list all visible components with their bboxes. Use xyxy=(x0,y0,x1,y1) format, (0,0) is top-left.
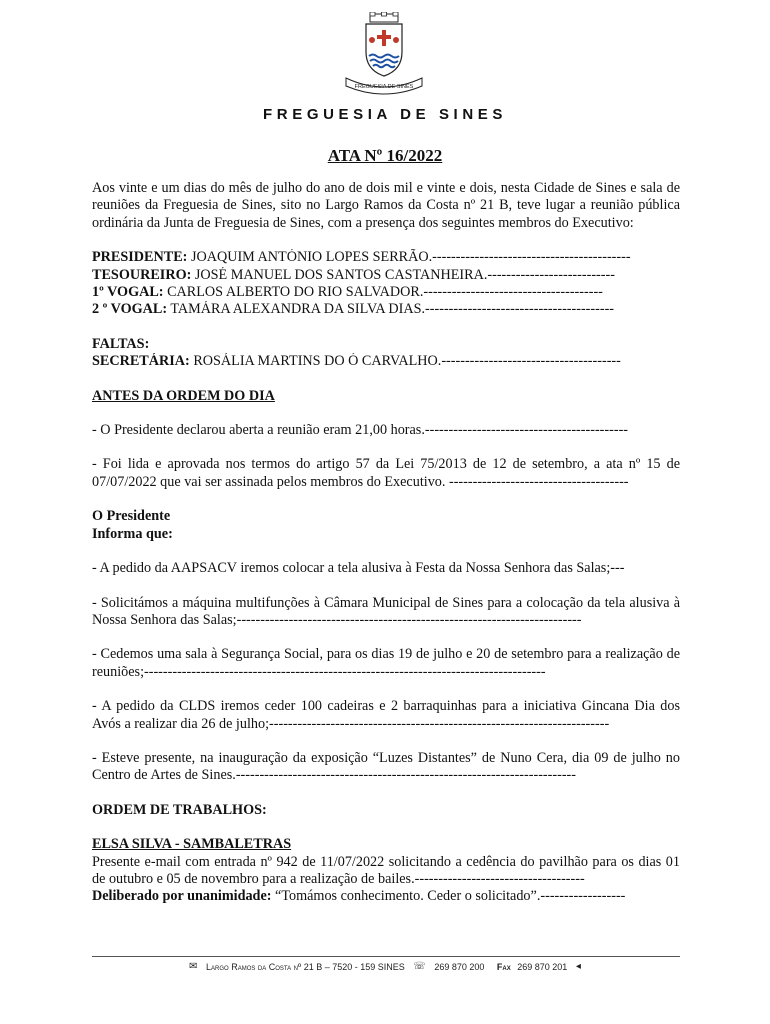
approval-paragraph: - Foi lida e aprovada nos termos do artigo 57 da Lei 75/2013 de 12 de setembro, a ata nº 15 de 07/07/2022 que vai ser assinada pelos membros do Executivo. -------------------------------------- xyxy=(92,456,680,490)
info-item: - A pedido da CLDS iremos ceder 100 cadeiras e 2 barraquinhas para a iniciativa Gincana Dia dos Avós a realizar dia 26 de julho;------------------------------------------------------------------------ xyxy=(92,698,680,732)
member-role: TESOUREIRO: xyxy=(92,266,192,283)
member-name: JOSÉ MANUEL DOS SANTOS CASTANHEIRA.--------------------------- xyxy=(191,266,615,283)
footer-divider xyxy=(92,956,680,957)
members-list xyxy=(92,249,680,319)
fax-icon: ◂ xyxy=(575,961,581,973)
organization-title: FREGUESIA DE SINES xyxy=(263,106,507,123)
footer xyxy=(0,961,770,972)
member-name: JOAQUIM ANTÓNIO LOPES SERRÃO.------------------------------------------ xyxy=(187,249,631,266)
intro-paragraph: Aos vinte e um dias do mês de julho do ano de dois mil e vinte e dois, nesta Cidade de Sines e sala de reuniões da Freguesia de Sines, sito no Largo Ramos da Costa nº 21 B, teve lugar a reunião pública ordinária da Junta de Freguesia de Sines, com a presença dos seguintes membros do Executivo: xyxy=(92,180,680,231)
coat-of-arms-logo xyxy=(338,12,430,96)
info-item: - Esteve presente, na inauguração da exposição “Luzes Distantes” de Nuno Cera, dia 09 de julho no Centro de Artes de Sines.------------------------------------------------------------------------ xyxy=(92,749,680,784)
phone-icon: ☏ xyxy=(413,961,426,973)
envelope-icon: ✉ xyxy=(189,961,198,973)
info-item: - Cedemos uma sala à Segurança Social, para os dias 19 de julho e 20 de setembro para a realização de reuniões;------------------------------------------------------------------------------------- xyxy=(92,646,680,680)
agenda-item-text: Presente e-mail com entrada nº 942 de 11/07/2022 solicitando a cedência do pavilhão para os dias 01 de outubro e 05 de novembro para a realização de bailes.------------------------------------ xyxy=(92,853,680,887)
absences-heading: FALTAS: xyxy=(92,335,150,352)
antes-ordem-heading: ANTES DA ORDEM DO DIA xyxy=(92,387,275,404)
minutes-title: ATA Nº 16/2022 xyxy=(327,146,443,165)
decision-line xyxy=(92,888,680,905)
footer-fax: 269 870 201 xyxy=(517,961,568,972)
member-role: 1º VOGAL: xyxy=(92,284,164,301)
member-line xyxy=(92,249,680,266)
info-item: - A pedido da AAPSACV iremos colocar a tela alusiva à Festa da Nossa Senhora das Salas;--- xyxy=(92,560,625,577)
president-heading: O Presidente xyxy=(92,508,171,525)
decision-label: Deliberado por unanimidade: xyxy=(92,888,272,905)
footer-address: Largo Ramos da Costa nº 21 B – 7520 - 159 SINES xyxy=(206,961,405,972)
agenda-heading: ORDEM DE TRABALHOS: xyxy=(92,801,267,818)
member-name: TAMÁRA ALEXANDRA DA SILVA DIAS.---------------------------------------- xyxy=(167,301,615,318)
member-name: CARLOS ALBERTO DO RIO SALVADOR.-------------------------------------- xyxy=(163,284,603,301)
info-item: - Solicitámos a máquina multifunções à Câmara Municipal de Sines para a colocação da tela alusiva à Nossa Senhora das Salas;------------------------------------------------------------------------- xyxy=(92,594,680,628)
member-line xyxy=(92,284,680,301)
member-line xyxy=(92,301,680,318)
crest-motto: FREGUESIA DE SINES xyxy=(354,84,414,90)
member-line xyxy=(92,267,680,284)
informs-heading: Informa que: xyxy=(92,525,173,542)
document-body xyxy=(92,180,680,906)
member-role: PRESIDENTE: xyxy=(92,249,188,266)
decision-text: “Tomámos conhecimento. Ceder o solicitado”.------------------ xyxy=(271,888,626,905)
absence-line xyxy=(92,353,680,370)
member-role: 2 º VOGAL: xyxy=(92,301,168,318)
footer-phone: 269 870 200 xyxy=(434,961,485,972)
footer-fax-label: Fax xyxy=(496,961,511,972)
agenda-item-title: ELSA SILVA - SAMBALETRAS xyxy=(92,836,292,853)
absence-name: ROSÁLIA MARTINS DO Ó CARVALHO.-------------------------------------- xyxy=(189,353,621,370)
opening-paragraph: - O Presidente declarou aberta a reunião eram 21,00 horas.------------------------------------------- xyxy=(92,422,629,439)
absence-role: SECRETÁRIA: xyxy=(92,353,190,370)
